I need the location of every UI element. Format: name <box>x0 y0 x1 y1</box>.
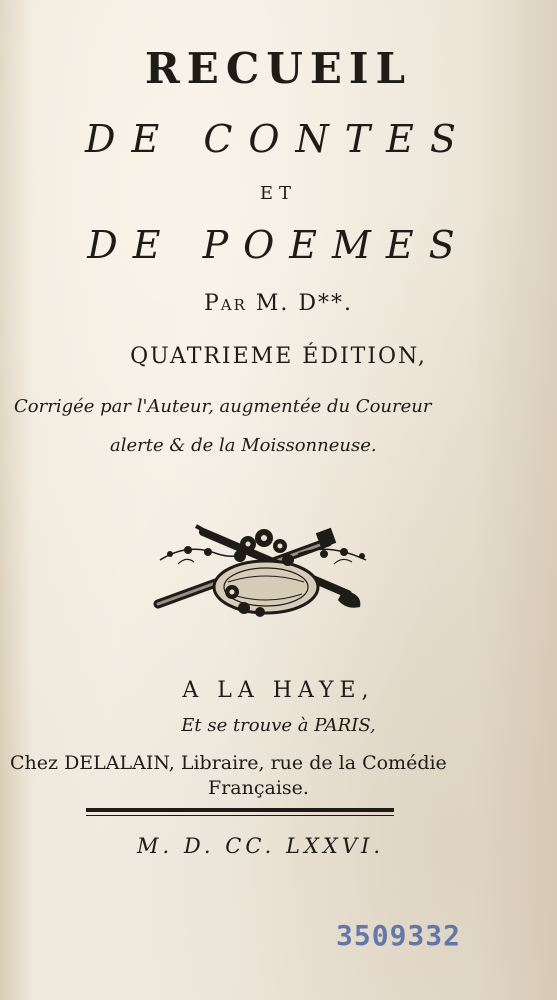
double-rule-thin <box>86 815 394 816</box>
description-line-1: Corrigée par l'Auteur, augmentée du Coureur <box>14 396 432 417</box>
title-et: ET <box>259 183 298 204</box>
imprint-place: A LA HAYE, <box>182 678 375 703</box>
author-line: Par M. D**. <box>203 291 354 316</box>
edition-line: QUATRIEME ÉDITION, <box>130 344 427 369</box>
publication-date: M. D. CC. LXXVI. <box>136 834 384 858</box>
title-de-contes: DE CONTES <box>85 117 472 161</box>
description-line-2: alerte & de la Moissonneuse. <box>110 435 377 456</box>
imprint-line-4: Française. <box>208 777 309 799</box>
title-recueil: RECUEIL <box>144 44 413 93</box>
title-de-poemes: DE POEMES <box>87 223 470 267</box>
imprint-line-2: Et se trouve à PARIS, <box>181 715 376 736</box>
library-stamp-number: 3509332 <box>336 919 462 952</box>
double-rule-thick <box>86 808 394 812</box>
imprint-line-3: Chez DELALAIN, Libraire, rue de la Comédie <box>10 752 447 774</box>
floral-trophy-ornament-icon <box>148 512 378 622</box>
